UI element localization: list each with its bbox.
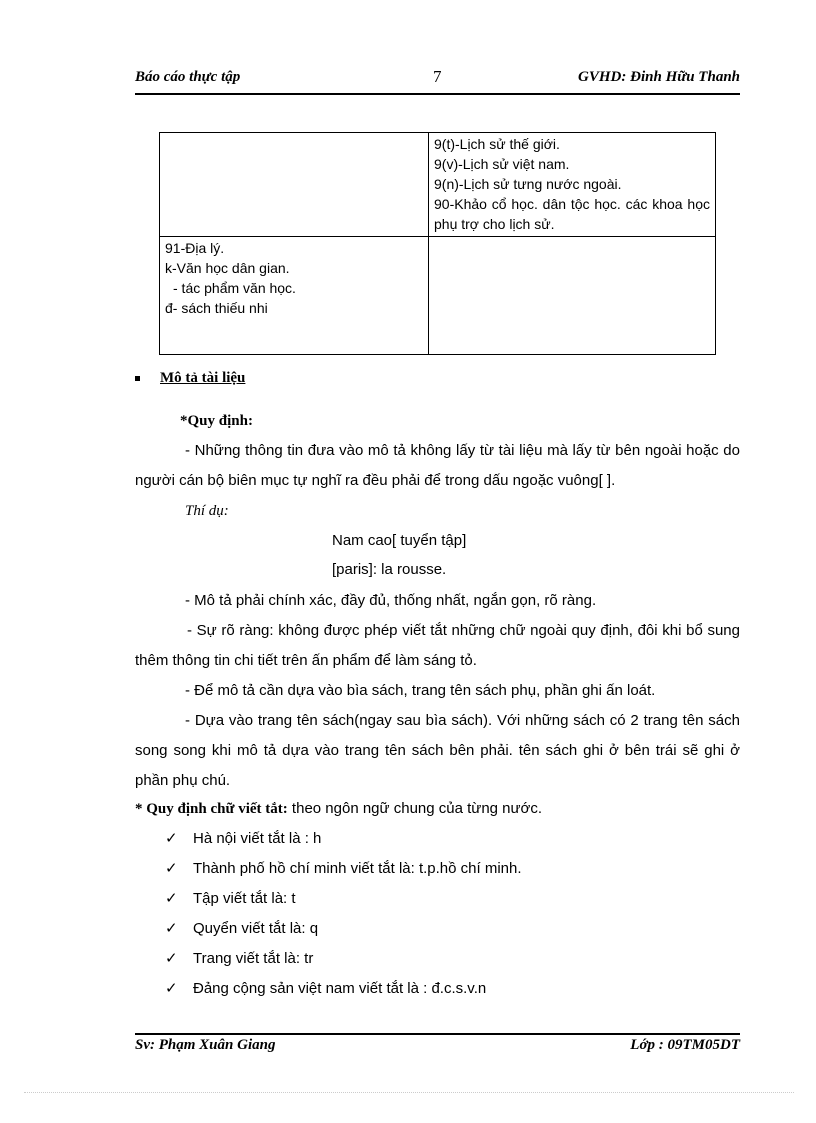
abbreviation-rule: [135, 794, 740, 824]
page-edge-divider: [24, 1092, 794, 1093]
checkmark-icon: ✓: [165, 830, 178, 847]
footer-student: Sv: Phạm Xuân Giang: [135, 1037, 276, 1053]
abbreviation-heading: * Quy định chữ viết tắt:: [135, 801, 288, 817]
header-report-title: Báo cáo thực tập: [135, 69, 241, 85]
table-cell-line: 90-Khảo cổ học. dân tộc học. các khoa học phụ trợ cho lịch sử.: [434, 196, 710, 232]
list-item: [165, 824, 321, 854]
classification-table: [159, 132, 716, 355]
list-item: [165, 974, 486, 1004]
list-item: [165, 884, 296, 914]
list-item-text: Trang viết tắt là: tr: [193, 950, 314, 967]
paragraph: - Để mô tả cần dựa vào bìa sách, trang tên sách phụ, phần ghi ấn loát.: [185, 682, 656, 699]
abbreviation-text: theo ngôn ngữ chung của từng nước.: [287, 800, 543, 817]
footer-class: Lớp : 09TM05DT: [630, 1037, 740, 1053]
table-cell-line: k-Văn học dân gian.: [165, 260, 290, 276]
table-cell: [429, 133, 716, 237]
example-label: Thí dụ:: [185, 503, 229, 519]
checkmark-icon: ✓: [165, 980, 178, 997]
table-row: [160, 133, 716, 237]
page-footer: [135, 1033, 740, 1059]
example-line: [paris]: la rousse.: [332, 561, 447, 578]
list-item-text: Tập viết tắt là: t: [193, 890, 296, 907]
list-item-text: Quyển viết tắt là: q: [193, 920, 319, 937]
table-cell-line: 9(t)-Lịch sử thế giới.: [434, 136, 560, 152]
table-row: [160, 237, 716, 355]
paragraph: - Mô tả phải chính xác, đầy đủ, thống nhất, ngắn gọn, rõ ràng.: [185, 592, 597, 609]
rule-heading: *Quy định:: [180, 413, 253, 429]
list-item: [165, 854, 522, 884]
list-item-text: Đảng cộng sản việt nam viết tắt là : đ.c.s.v.n: [193, 980, 487, 997]
paragraph: - Dựa vào trang tên sách(ngay sau bìa sách). Với những sách có 2 trang tên sách song song khi mô tả dựa vào trang tên sách bên phải. tên sách ghi ở bên trái sẽ ghi ở phần phụ chú.: [135, 712, 740, 789]
page-header: [135, 67, 740, 95]
checkmark-icon: ✓: [165, 920, 178, 937]
paragraph: - Những thông tin đưa vào mô tả không lấy từ tài liệu mà lấy từ bên ngoài hoặc do người cán bộ biên mục tự nghĩ ra đều phải để trong dấu ngoặc vuông[ ].: [135, 442, 740, 489]
header-advisor: GVHD: Đinh Hữu Thanh: [578, 69, 740, 85]
checkmark-icon: ✓: [165, 890, 178, 907]
example-line: Nam cao[ tuyển tập]: [332, 532, 467, 549]
page-number: 7: [433, 67, 442, 86]
checkmark-icon: ✓: [165, 860, 178, 877]
table-cell-line: 9(v)-Lịch sử việt nam.: [434, 156, 570, 172]
table-cell-line: - tác phẩm văn học.: [173, 280, 296, 296]
section-title: Mô tả tài liệu: [160, 370, 246, 386]
square-bullet-icon: [135, 376, 140, 381]
paragraph: - Sự rõ ràng: không được phép viết tắt những chữ ngoài quy định, đôi khi bổ sung thêm thông tin chi tiết trên ấn phẩm để làm sáng tỏ.: [135, 622, 740, 669]
table-cell-line: đ- sách thiếu nhi: [165, 300, 268, 316]
table-cell-line: 91-Địa lý.: [165, 240, 225, 256]
checkmark-icon: ✓: [165, 950, 178, 967]
list-item: [165, 914, 318, 944]
list-item-text: Thành phố hồ chí minh viết tắt là: t.p.hồ chí minh.: [193, 860, 522, 877]
list-item-text: Hà nội viết tắt là : h: [193, 830, 322, 847]
table-cell: [160, 237, 429, 355]
table-cell-empty: [429, 237, 716, 355]
list-item: [165, 944, 313, 974]
table-cell-empty: [160, 133, 429, 237]
table-cell-line: 9(n)-Lịch sử tưng nước ngoài.: [434, 176, 622, 192]
